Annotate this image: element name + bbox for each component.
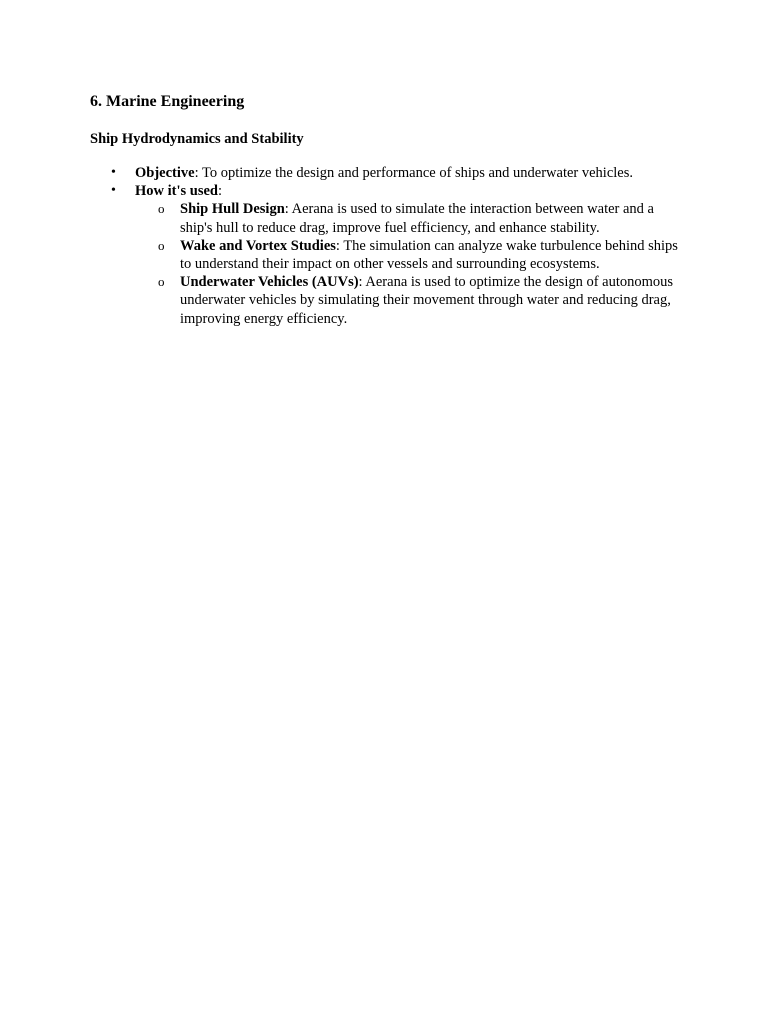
item-label: How it's used (135, 183, 218, 200)
item-label: Objective (135, 165, 195, 181)
item-text: : To optimize the design and performance of ships and underwater vehicles. (194, 165, 634, 181)
sub-item-ship-hull-design (158, 200, 690, 236)
sub-item-wake-vortex (158, 237, 690, 273)
sub-bullet-icon: o (158, 237, 165, 253)
sub-bullet-icon: o (158, 201, 165, 217)
sub-bullet-icon: o (158, 274, 165, 290)
subsection-heading: Ship Hydrodynamics and Stability (90, 131, 304, 147)
sub-item-text: : Aerana is used to simulate the interaction between water and a ship's hull to reduce drag, improve fuel efficiency, and enhance stability. (180, 201, 654, 236)
sub-item-text: : The simulation can analyze wake turbulence behind ships to understand their impact on other vessels and surrounding ecosystems. (180, 237, 678, 273)
sub-item-label: Underwater Vehicles (AUVs) (180, 274, 359, 291)
list-item-objective (111, 164, 690, 182)
document-page (90, 90, 690, 328)
sub-item-text: : Aerana is used to optimize the design of autonomous underwater vehicles by simulating their movement through water and reducing drag, improving energy efficiency. (180, 274, 674, 327)
bullet-icon: • (111, 183, 116, 199)
section-heading: 6. Marine Engineering (90, 93, 245, 110)
list-item-how-its-used (111, 182, 690, 328)
sub-item-underwater-vehicles (158, 273, 690, 328)
item-text: : (218, 183, 223, 200)
sub-item-label: Ship Hull Design (180, 201, 285, 218)
bullet-list (90, 164, 690, 328)
bullet-icon: • (111, 165, 116, 180)
sub-item-label: Wake and Vortex Studies (180, 237, 336, 254)
sub-bullet-list (135, 200, 690, 327)
